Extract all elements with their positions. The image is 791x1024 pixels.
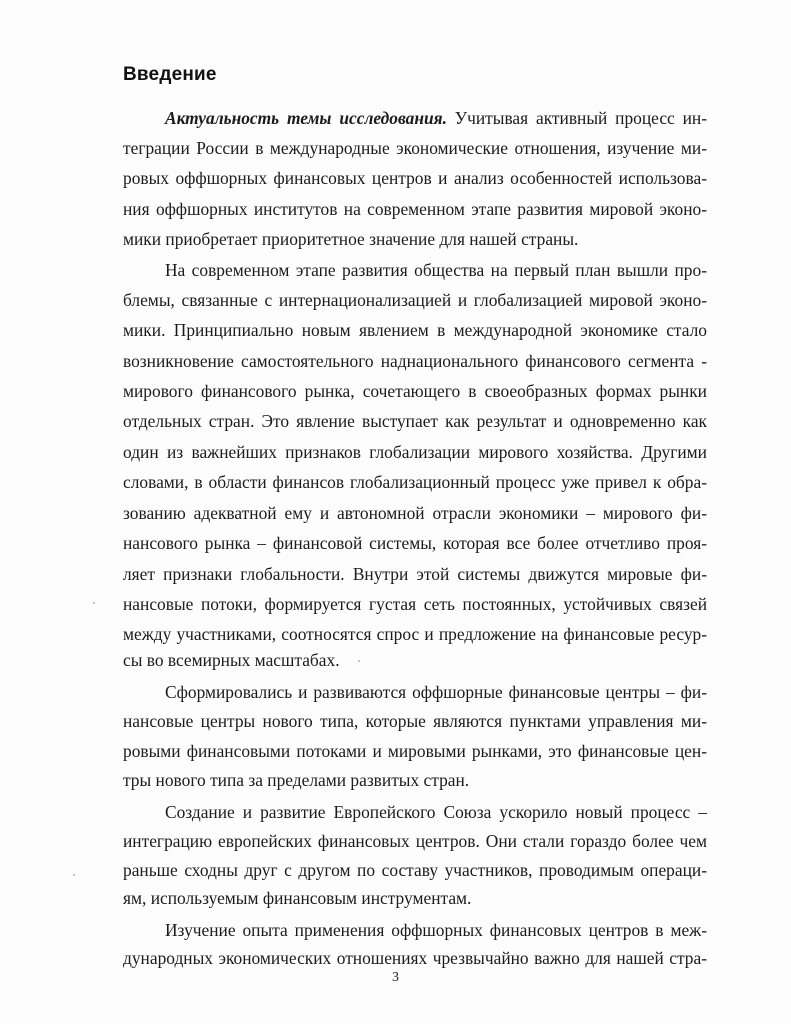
text-line: нансовые потоки, формируется густая сеть постоянных, устойчивых связей — [123, 594, 707, 614]
scan-speck — [93, 602, 95, 604]
text-line: тры нового типа за пределами развитых стран. — [123, 770, 470, 790]
text-line: ровых оффшорных финансовых центров и анализ особенностей использова- — [123, 168, 707, 188]
text-line: словами, в области финансов глобализационный процесс уже привел к обра- — [123, 472, 707, 492]
text-line: раньше сходны друг с другом по составу участников, проводимым операци- — [123, 860, 707, 880]
text-line: отдельных стран. Это явление выступает как результат и одновременно как — [123, 411, 707, 431]
text-line: нансовые центры нового типа, которые являются пунктами управления ми- — [123, 711, 707, 731]
text-line: ляет признаки глобальности. Внутри этой системы движутся мировые фи- — [123, 564, 707, 584]
text-line: Создание и развитие Европейского Союза ускорило новый процесс – — [165, 802, 707, 822]
text-line — [165, 106, 707, 130]
scan-speck — [73, 874, 75, 876]
text-line: нансового рынка – финансовой системы, которая все более отчетливо проя- — [123, 533, 707, 553]
text-line: между участниками, соотносятся спрос и предложение на финансовые ресур- — [123, 624, 707, 644]
section-heading: Введение — [123, 64, 217, 85]
text-line: ния оффшорных институтов на современном этапе развития мировой эконо- — [123, 199, 707, 219]
text-line: ровыми финансовыми потоками и мировыми рынками, это финансовые цен- — [123, 741, 707, 761]
emphasized-phrase: Актуальность темы исследования. — [165, 108, 447, 128]
text-line: мики. Принципиально новым явлением в международной экономике стало — [123, 320, 707, 340]
text-line: ям, используемым финансовым инструментам. — [123, 888, 472, 908]
text-line: зованию адекватной ему и автономной отрасли экономики – мирового фи- — [123, 503, 707, 523]
text-line: Сформировались и развиваются оффшорные финансовые центры – фи- — [165, 682, 707, 702]
text-line: Изучение опыта применения оффшорных финансовых центров в меж- — [165, 920, 707, 940]
scan-speck — [358, 660, 360, 662]
text-line: один из важнейших признаков глобализации мирового хозяйства. Другими — [123, 442, 707, 462]
page-number: 3 — [392, 970, 399, 985]
text-line: На современном этапе развития общества на первый план вышли про- — [165, 260, 707, 280]
text-line: мики приобретает приоритетное значение для нашей страны. — [123, 229, 579, 249]
text-line: интеграцию европейских финансовых центров. Они стали гораздо более чем — [123, 831, 707, 851]
text-line: мирового финансового рынка, сочетающего в своеобразных формах рынки — [123, 381, 707, 401]
text-line: дународных экономических отношениях чрезвычайно важно для нашей стра- — [123, 948, 707, 968]
text-line: возникновение самостоятельного наднационального финансового сегмента - — [123, 351, 707, 371]
text-line: теграции России в международные экономические отношения, изучение ми- — [123, 138, 707, 158]
text-line: блемы, связанные с интернационализацией и глобализацией мировой эконо- — [123, 290, 707, 310]
text-fragment: Учитывая активный процесс ин- — [446, 108, 707, 128]
text-line: сы во всемирных масштабах. — [123, 650, 340, 670]
